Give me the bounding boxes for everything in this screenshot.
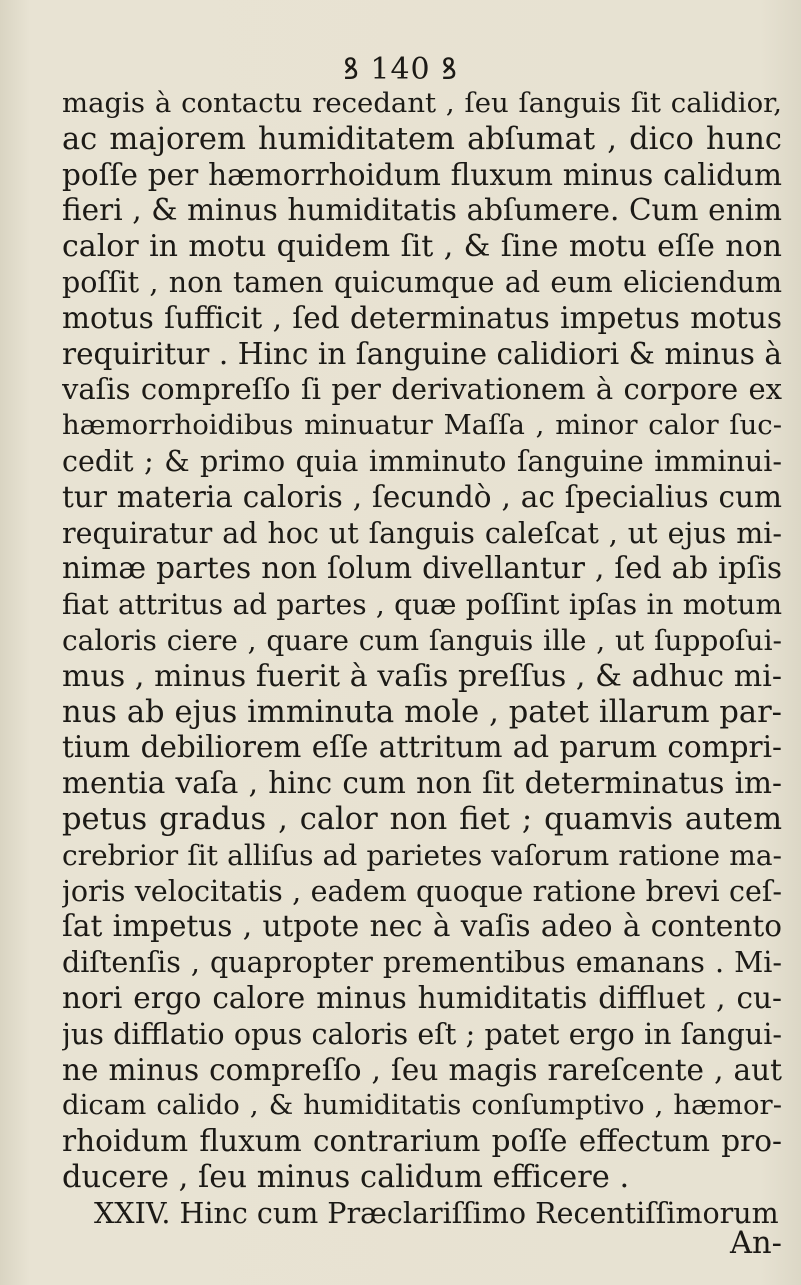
catchword: An-	[730, 1226, 782, 1261]
text-line: mentia vaſa , hinc cum non ſit determinatus im-	[62, 766, 782, 801]
text-line: requiritur . Hinc in ſanguine calidiori & minus à	[62, 336, 782, 371]
text-line: tium debiliorem eſſe attritum ad parum compri-	[62, 730, 782, 765]
text-line: crebrior ſit alliſus ad parietes vaſorum ratione ma-	[62, 838, 782, 872]
text-line: cedit ; & primo quia imminuto ſanguine imminui-	[62, 444, 782, 478]
section-heading-line: XXIV. Hinc cum Præclariſſimo Recentiſſimorum	[94, 1196, 779, 1230]
text-line: mus , minus fuerit à vaſis preſſus , & adhuc mi-	[62, 658, 782, 694]
text-line: fiat attritus ad partes , quæ poſſint ipſas in motum	[62, 588, 782, 622]
page-header: ꝸ 140 ꝸ	[343, 52, 458, 87]
text-line: motus ſufficit , ſed determinatus impetus motus	[62, 300, 782, 335]
text-line: dicam calido , & humiditatis conſumptivo , hæmor-	[62, 1089, 782, 1122]
text-line: poſſit , non tamen quicumque ad eum eliciendum	[62, 265, 782, 299]
text-line: jus difflatio opus caloris eſt ; patet ergo in ſangui-	[62, 1017, 782, 1051]
text-line: petus gradus , calor non fiet ; quamvis autem	[62, 801, 782, 837]
text-line: magis à contactu recedant , ſeu ſanguis ſit calidior,	[62, 87, 782, 119]
text-line: caloris ciere , quare cum ſanguis ille , ut ſuppoſui-	[62, 623, 782, 657]
text-line: ne minus compreſſo , ſeu magis rareſcente , aut	[62, 1052, 782, 1087]
text-line: ducere , ſeu minus calidum efficere .	[62, 1159, 630, 1195]
text-line: rhoidum fluxum contrarium poſſe effectum pro-	[62, 1124, 782, 1159]
text-line: nus ab ejus imminuta mole , patet illarum par-	[62, 694, 782, 730]
text-line: tur materia caloris , ſecundò , ac ſpecialius cum	[62, 479, 782, 514]
text-line: ac majorem humiditatem abſumat , dico hunc	[62, 121, 782, 157]
text-line: nori ergo calore minus humiditatis diffluet , cu-	[62, 980, 782, 1015]
text-line: calor in motu quidem ſit , & ſine motu eſſe non	[62, 229, 782, 265]
text-line: poſſe per hæmorrhoidum fluxum minus calidum	[62, 157, 782, 192]
body-text	[62, 86, 782, 1261]
text-line: hæmorrhoidibus minuatur Maſſa , minor calor ſuc-	[62, 409, 782, 442]
text-line: diſtenſis , quapropter prementibus emanans . Mi-	[62, 946, 782, 980]
text-line: fieri , & minus humiditatis abſumere. Cum enim	[62, 193, 782, 228]
text-line: ſat impetus , utpote nec à vaſis adeo à contento	[62, 909, 782, 944]
text-line: joris velocitatis , eadem quoque ratione brevi ceſ-	[62, 874, 782, 908]
text-line: vaſis compreſſo ſi per derivationem à corpore ex	[62, 372, 782, 407]
text-line: requiratur ad hoc ut ſanguis caleſcat , ut ejus mi-	[62, 516, 782, 550]
text-line: nimæ partes non ſolum divellantur , ſed ab ipſis	[62, 551, 782, 586]
